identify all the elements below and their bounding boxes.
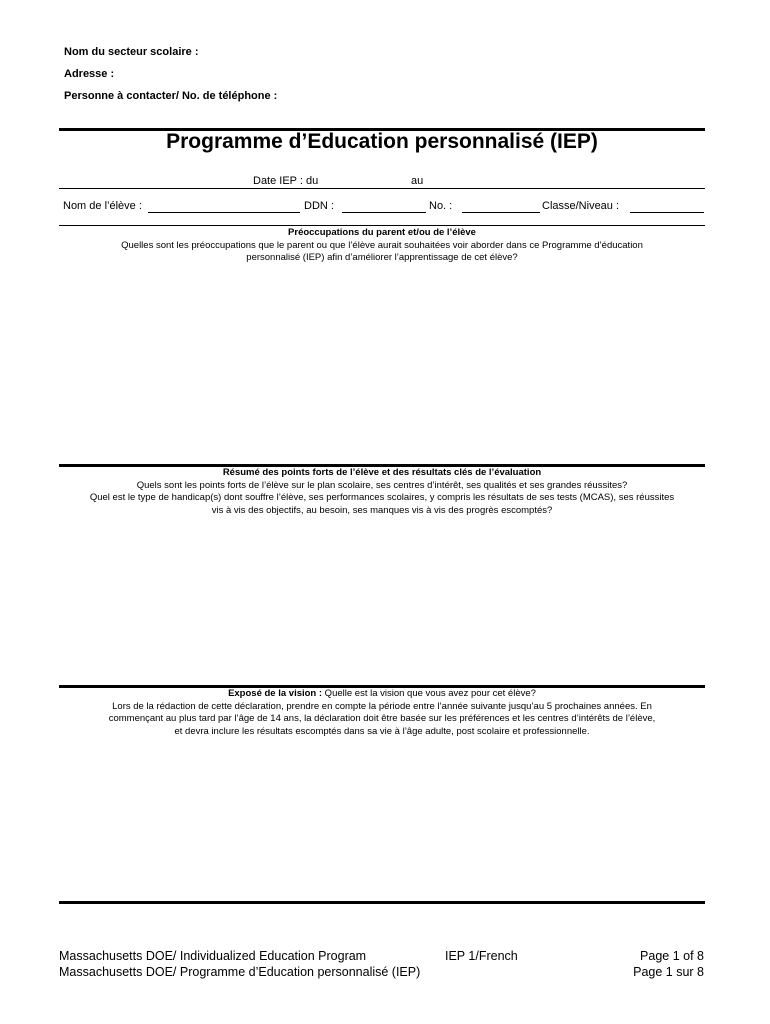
- iep-date-to-label: au: [411, 175, 424, 187]
- concerns-heading: Préoccupations du parent et/ou de l’élève: [288, 227, 476, 238]
- vision-prompt-line-2: commençant au plus tard par l’âge de 14 ans, la déclaration doit être basée sur les préférences et les centres d’intérêts de l’élève,: [108, 713, 656, 725]
- footer-page-english: Page 1 of 8: [640, 949, 704, 963]
- strengths-heading: Résumé des points forts de l’élève et des résultats clés de l’évaluation: [222, 467, 542, 478]
- dob-label: DDN :: [304, 200, 334, 212]
- concerns-response-area[interactable]: [59, 268, 705, 463]
- vision-prompt-line-3: et devra inclure les résultats escomptés dans sa vie à l’âge adulte, post scolaire et professionnelle.: [174, 725, 590, 737]
- strengths-prompt-line-3: vis à vis des objectifs, au besoin, ses manques vis à vis des progrès escomptés?: [211, 504, 553, 516]
- footer-form-id: IEP 1/French: [445, 949, 518, 963]
- grade-field[interactable]: [630, 212, 704, 213]
- dob-field[interactable]: [342, 212, 426, 213]
- footer-right: [633, 948, 704, 980]
- footer-page-french: Page 1 sur 8: [633, 965, 704, 979]
- school-district-label: Nom du secteur scolaire :: [64, 46, 199, 58]
- concerns-prompt-line-1: Quelles sont les préoccupations que le parent ou que l’élève aurait souhaitées voir aborder dans ce Programme d’éducation: [121, 239, 643, 251]
- concerns-section: [59, 227, 705, 265]
- page-title: Programme d’Education personnalisé (IEP): [166, 130, 598, 153]
- vision-question: Quelle est la vision que vous avez pour cet élève?: [322, 688, 536, 699]
- footer-program-french: Massachusetts DOE/ Programme d’Education personnalisé (IEP): [59, 965, 421, 979]
- grade-label: Classe/Niveau :: [542, 200, 620, 212]
- footer-program-english: Massachusetts DOE/ Individualized Education Program: [59, 949, 367, 963]
- strengths-prompt-line-1: Quels sont les points forts de l’élève sur le plan scolaire, ses centres d’intérêt, ses qualités et ses grandes réussites?: [136, 479, 628, 491]
- concerns-prompt-line-2: personnalisé (IEP) afin d’améliorer l’apprentissage de cet élève?: [246, 252, 518, 264]
- strengths-response-area[interactable]: [59, 520, 705, 682]
- iep-date-from-label: Date IEP : du: [253, 175, 319, 187]
- vision-heading: Exposé de la vision :: [228, 688, 323, 699]
- student-name-label: Nom de l’élève :: [63, 200, 142, 212]
- concerns-rule: [59, 225, 705, 226]
- contact-label: Personne à contacter/ No. de téléphone :: [64, 90, 278, 102]
- vision-prompt-line-1: Lors de la rédaction de cette déclaration, prendre en compte la période entre l’année suivante jusqu’au 5 prochaines années. En: [112, 700, 652, 712]
- student-number-label: No. :: [429, 200, 453, 212]
- bottom-rule: [59, 901, 705, 904]
- address-label: Adresse :: [64, 68, 115, 80]
- date-row-rule: [59, 188, 705, 189]
- student-name-field[interactable]: [148, 212, 300, 213]
- vision-section: [59, 688, 705, 738]
- strengths-prompt-line-2: Quel est le type de handicap(s) dont souffre l’élève, ses performances scolaires, y compris les résultats de ses tests (MCAS), ses réussites: [89, 492, 675, 504]
- student-number-field[interactable]: [462, 212, 540, 213]
- vision-response-area[interactable]: [59, 742, 705, 900]
- strengths-section: [59, 467, 705, 517]
- footer-left: [59, 948, 420, 980]
